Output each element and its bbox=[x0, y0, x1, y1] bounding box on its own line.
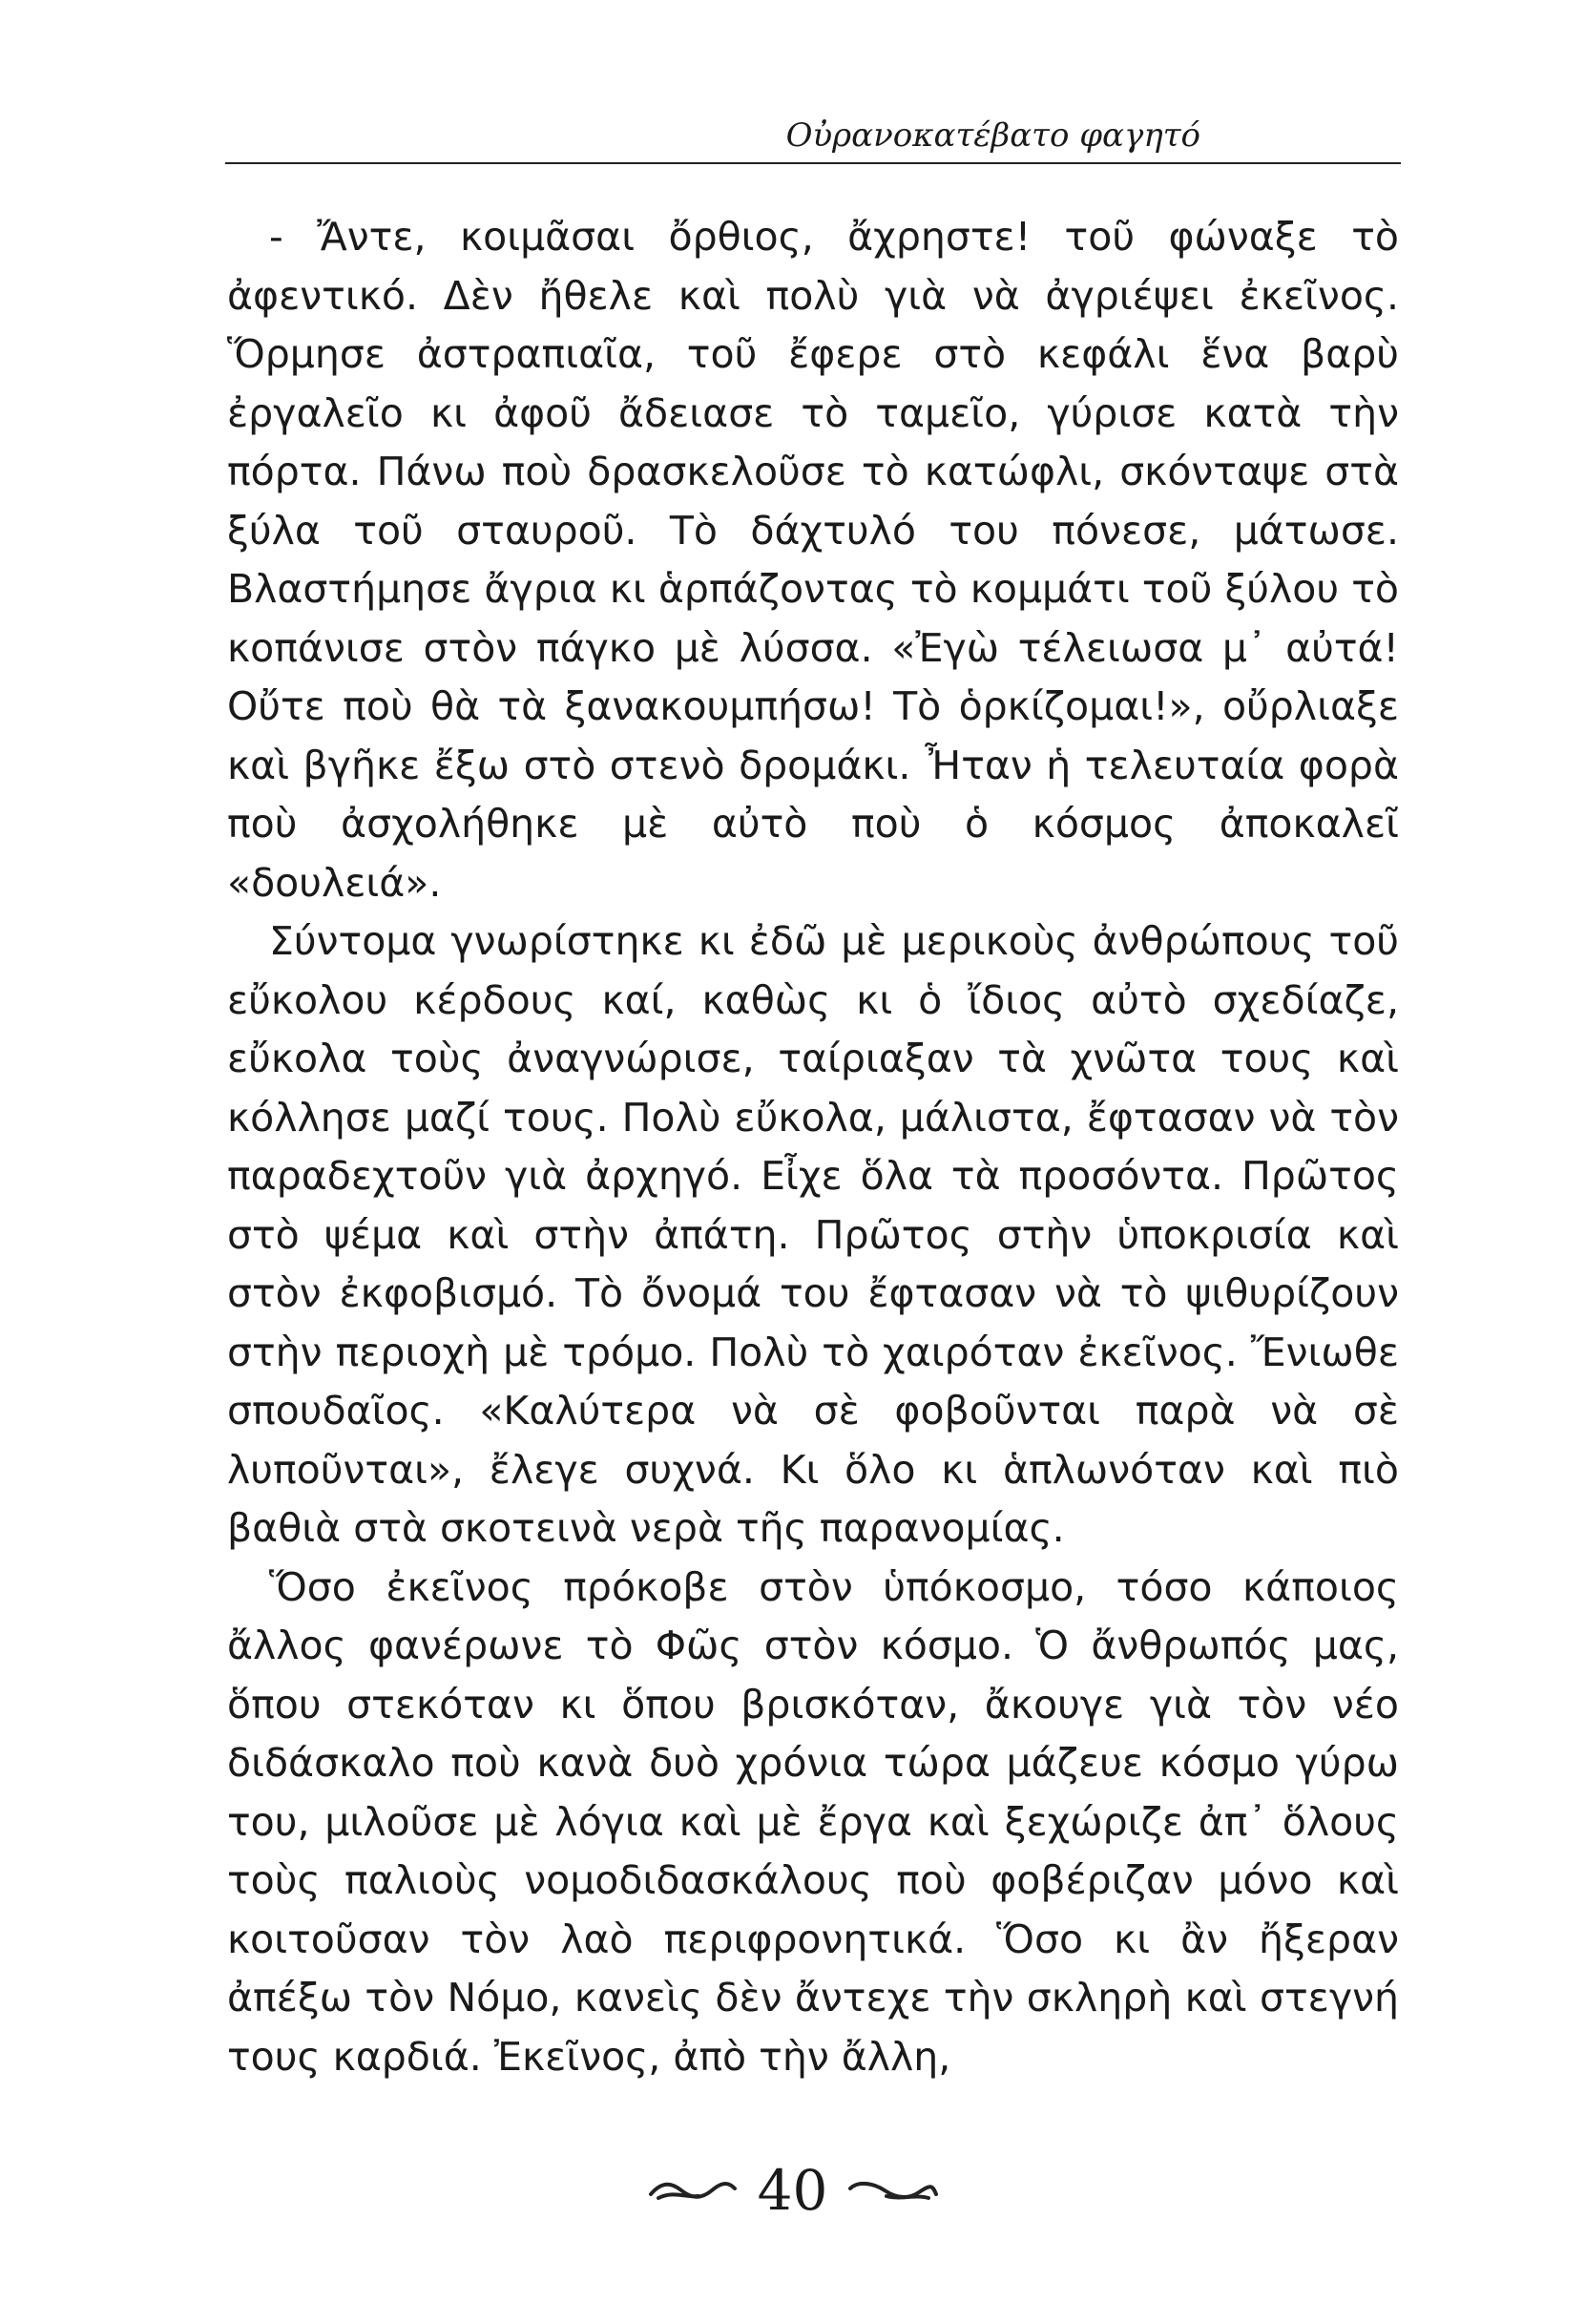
page-footer bbox=[0, 2152, 1585, 2229]
paragraph-2: Σύντομα γνωρίστηκε κι ἐδῶ μὲ μερικοὺς ἀνθρώπους τοῦ εὔκολου κέρδους καί, καθὼς κι ὁ ἴδιος αὐτὸ σχεδίαζε, εὔκολα τοὺς ἀναγνώρισε, ταίριαξαν τὰ χνῶτα τους καὶ κόλλησε μαζί τους. Πολὺ εὔκολα, μάλιστα, ἔφτασαν νὰ τὸν παραδεχτοῦν γιὰ ἀρχηγό. Εἶχε ὅλα τὰ προσόντα. Πρῶτος στὸ ψέμα καὶ στὴν ἀπάτη. Πρῶτος στὴν ὑποκρισία καὶ στὸν ἐκφοβισμό. Τὸ ὄνομά του ἔφτασαν νὰ τὸ ψιθυρίζουν στὴν περιοχὴ μὲ τρόμο. Πολὺ τὸ χαιρόταν ἐκεῖνος. Ἔνιωθε σπουδαῖος. «Καλύτερα νὰ σὲ φοβοῦνται παρὰ νὰ σὲ λυποῦνται», ἔλεγε συχνά. Κι ὅλο κι ἁπλωνόταν καὶ πιὸ βαθιὰ στὰ σκοτεινὰ νερὰ τῆς παρανομίας. bbox=[227, 918, 1399, 1551]
page-body bbox=[227, 208, 1399, 2086]
paragraph-3: Ὅσο ἐκεῖνος πρόκοβε στὸν ὑπόκοσμο, τόσο κάποιος ἄλλος φανέρωνε τὸ Φῶς στὸν κόσμο. Ὁ ἄνθρωπός μας, ὅπου στεκόταν κι ὅπου βρισκόταν, ἄκουγε γιὰ τὸν νέο διδάσκαλο ποὺ κανὰ δυὸ χρόνια τώρα μάζευε κόσμο γύρω του, μιλοῦσε μὲ λόγια καὶ μὲ ἔργα καὶ ξεχώριζε ἀπ᾿ ὅλους τοὺς παλιοὺς νομοδιδασκάλους ποὺ φοβέριζαν μόνο καὶ κοιτοῦσαν τὸν λαὸ περιφρονητικά. Ὅσο κι ἂν ἤξεραν ἀπέξω τὸν Νόμο, κανεὶς δὲν ἄντεχε τὴν σκληρὴ καὶ στεγνή τους καρδιά. Ἐκεῖνος, ἀπὸ τὴν ἄλλη, bbox=[227, 1563, 1399, 2080]
paragraph-1: - Ἄντε, κοιμᾶσαι ὄρθιος, ἄχρηστε! τοῦ φώναξε τὸ ἀφεντικό. Δὲν ἤθελε καὶ πολὺ γιὰ νὰ ἀγριέψει ἐκεῖνος. Ὅρμησε ἀστραπιαῖα, τοῦ ἔφερε στὸ κεφάλι ἕνα βαρὺ ἐργαλεῖο κι ἀφοῦ ἄδειασε τὸ ταμεῖο, γύρισε κατὰ τὴν πόρτα. Πάνω ποὺ δρασκελοῦσε τὸ κατώφλι, σκόνταψε στὰ ξύλα τοῦ σταυροῦ. Τὸ δάχτυλό του πόνεσε, μάτωσε. Βλαστήμησε ἄγρια κι ἁρπάζοντας τὸ κομμάτι τοῦ ξύλου τὸ κοπάνισε στὸν πάγκο μὲ λύσσα. «Ἐγὼ τέλειωσα μ᾿ αὐτά! Οὔτε ποὺ θὰ τὰ ξανακουμπήσω! Τὸ ὁρκίζομαι!», οὔρλιαξε καὶ βγῆκε ἔξω στὸ στενὸ δρομάκι. Ἦταν ἡ τελευταία φορὰ ποὺ ἀσχολήθηκε μὲ αὐτὸ ποὺ ὁ κόσμος ἀποκαλεῖ «δουλειά». bbox=[227, 214, 1399, 906]
header-rule bbox=[225, 162, 1401, 164]
page-number: 40 bbox=[757, 2158, 828, 2223]
swash-left-ornament bbox=[645, 2173, 740, 2208]
running-header bbox=[225, 113, 1401, 166]
swash-right-ornament bbox=[845, 2173, 940, 2208]
running-title: Οὐρανοκατέβατο φαγητό bbox=[785, 116, 1200, 155]
